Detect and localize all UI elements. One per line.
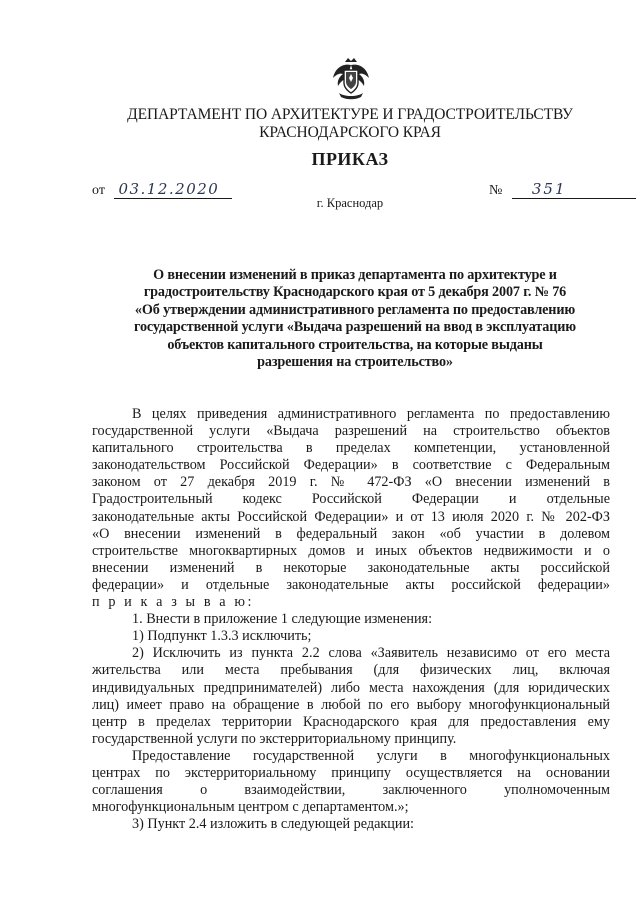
body-line: законом от 27 декабря 2019 г. № 472-ФЗ «О внесении изменений в (92, 474, 610, 491)
body-line: федерации» и отдельные законодательные акты российской федерации» (92, 576, 610, 593)
body-line: строительстве многоквартирных домов и иных объектов недвижимости и о (92, 542, 610, 559)
order-body (92, 406, 610, 833)
body-line: законодательные акты Российской Федерации» и от 13 июля 2020 г. № 202-ФЗ (92, 508, 610, 525)
body-line: государственной услуги по экстерриториальному принципу. (92, 730, 457, 747)
body-line: лиц) имеет право на обращение в любой по его выбору многофункциональный (92, 696, 610, 713)
order-title (106, 267, 604, 371)
document-type: ПРИКАЗ (311, 149, 389, 169)
body-line: центрах по экстерриториальному принципу осуществляется на основании (92, 764, 610, 781)
date-label: от (92, 183, 105, 198)
body-line: государственной услуги «Выдача разрешений на строительство объектов (92, 423, 610, 440)
body-line: 1. Внести в приложение 1 следующие изменения: (132, 611, 433, 628)
body-line: законодательством Российской Федерации» в соответствие с Федеральным (92, 457, 610, 474)
body-line: соглашения о взаимодействии, заключенного уполномоченным (92, 782, 610, 799)
body-line: В целях приведения административного регламента по предоставлению (132, 406, 610, 422)
body-line: капитального строительства в пределах компетенции, установленной (92, 440, 610, 457)
title-line: градостроительству Краснодарского края от 5 декабря 2007 г. № 76 (143, 284, 567, 301)
title-line: О внесении изменений в приказ департамента по архитектуре и (153, 267, 557, 283)
title-line: объектов капитального строительства, на которые выданы (167, 336, 543, 353)
coat-of-arms-icon (331, 56, 371, 100)
department-name-line-2: КРАСНОДАРСКОГО КРАЯ (259, 124, 441, 141)
title-line: «Об утверждении административного регламента по предоставлению (134, 301, 576, 318)
title-line: государственной услуги «Выдача разрешений на ввод в эксплуатацию (134, 319, 576, 336)
body-line: жительства или места пребывания (для физических лиц, включая (92, 662, 610, 679)
body-line: 1) Подпункт 1.3.3 исключить; (132, 628, 312, 645)
date-value: 03.12.2020 (114, 180, 232, 199)
body-line: Предоставление государственной услуги в многофункциональных (132, 747, 610, 764)
body-line: внесении изменений в некоторые законодательные акты российской (92, 559, 610, 576)
body-line: многофункциональным центром с департаментом.»; (92, 799, 409, 816)
number-label: № (489, 183, 503, 198)
title-line: разрешения на строительство» (257, 354, 453, 371)
body-line: индивидуальных предпринимателей) либо места нахождения (для юридических (92, 679, 610, 696)
number-value: 351 (512, 180, 636, 199)
body-line: центр в пределах территории Краснодарского края для предоставления ему (92, 713, 610, 730)
city: г. Краснодар (316, 196, 384, 210)
department-name-line-1: ДЕПАРТАМЕНТ ПО АРХИТЕКТУРЕ И ГРАДОСТРОИТЕЛЬСТВУ (127, 106, 573, 123)
body-line: Градостроительный кодекс Российской Федерации и отдельные (92, 491, 610, 508)
body-line: 2) Исключить из пункта 2.2 слова «Заявитель независимо от его места (132, 645, 610, 662)
body-line: «О внесении изменений в федеральный закон «об участии в долевом (92, 525, 610, 542)
body-line: 3) Пункт 2.4 изложить в следующей редакции: (132, 816, 414, 833)
order-directive: п р и к а з ы в а ю: (92, 594, 255, 611)
